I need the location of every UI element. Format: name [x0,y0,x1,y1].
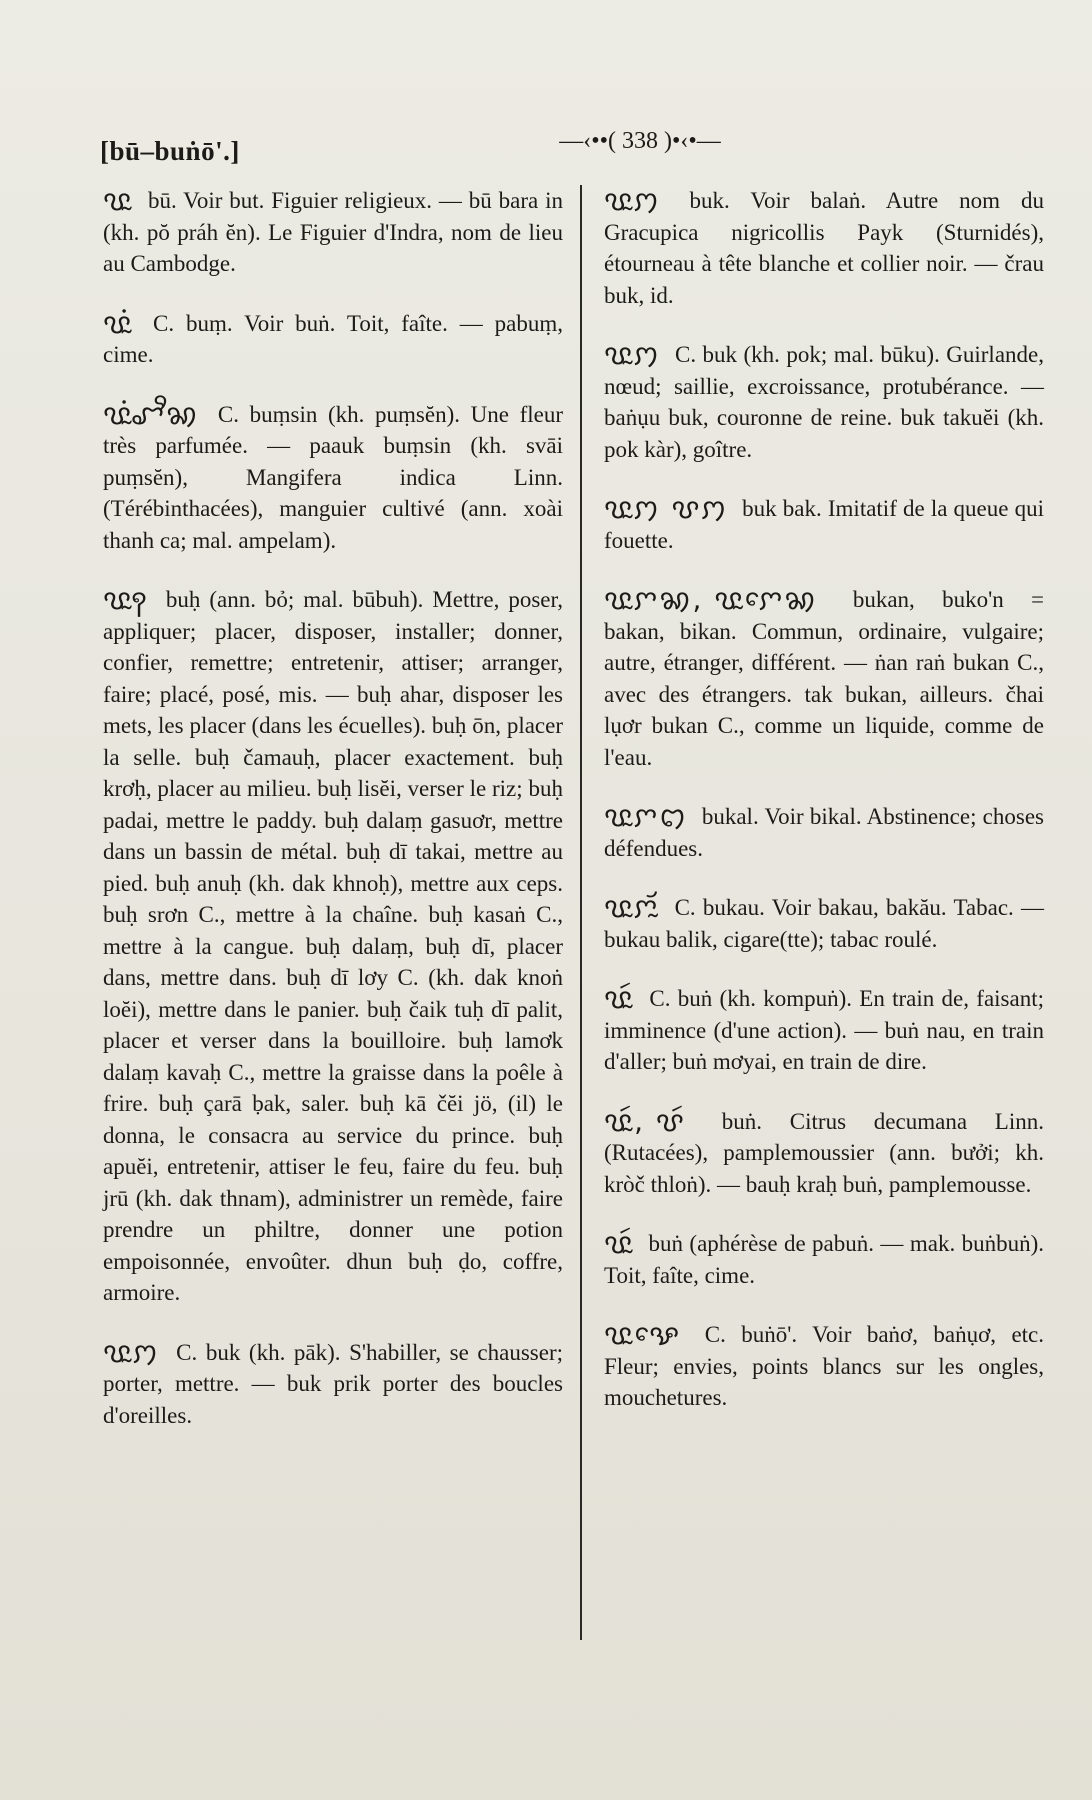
entry-text: C. buṅ (kh. kompuṅ). En train de, faisant; imminence (d'une action). — buṅ nau, en train d'aller; buṅ mơyai, en train de dire. [604,986,1044,1074]
cham-script: ꨝꨭꩃ, ꨝꩃ [604,1104,686,1138]
cham-script: ꨝꨭꩌ [103,306,134,340]
entry-buk-garland [604,339,1044,465]
entry-bukan [604,584,1044,773]
entry-text: buk bak. Imitatif de la queue qui fouette. [604,496,1044,553]
cham-script: ꨝꨭꩀ [103,1335,160,1369]
entry-bumsin [103,399,563,557]
entry-buk-pak [103,1337,563,1432]
cham-script: ꨝꨭꩀ [604,184,661,217]
entry-buh [103,584,563,1309]
page-header [100,118,1032,178]
cham-script: ꨝꨭꩀ ꨝꩀ [604,492,729,525]
entry-text: bū. Voir but. Figuier religieux. — bū bara in (kh. pŏ práh ĕn). Le Figuier d'Indra, nom de lieu au Cambodge. [103,188,563,276]
entry-text: C. buṃ. Voir buṅ. Toit, faîte. — pabuṃ, cime. [103,310,563,367]
cham-script: ꨝꨭꩌꨧꨪꩆ [103,397,200,431]
entry-text: buṅ (aphérèse de pabuṅ. — mak. buṅbuṅ). Toit, faîte, cime. [604,1231,1045,1288]
entry-bu [103,185,563,280]
entry-text: bukal. Voir bikal. Abstinence; choses défendues. [604,804,1044,861]
cham-script: ꨝꨭꨆꩊ [604,800,688,833]
entry-buk-bird [604,185,1044,311]
cham-script: ꨝꨭꩃ [604,982,635,1015]
cham-script: ꨝꨭꩀ [604,338,661,371]
right-column [604,185,1044,1442]
cham-script: ꨝꨭꨆꨮꨭ [604,891,660,924]
entry-bum [103,308,563,371]
entry-text: C. buṅō'. Voir baṅơ, baṅụơ, etc. Fleur; envies, points blancs sur les ongles, mouchetures. [604,1322,1044,1410]
entry-text: C. bukau. Voir bakau, bakău. Tabac. — bukau balik, cigare(tte); tabac roulé. [604,895,1044,952]
cham-script: ꨝꨭ [103,184,134,217]
entry-bukal [604,801,1044,864]
entry-text: buḥ (ann. bỏ; mal. būbuh). Mettre, poser, appliquer; placer, disposer, installer; donner, confier, remettre; entretenir, attiser; arranger, faire; placé, posé, mis. — buḥ ahar, disposer les mets, les placer (dans les écuelles). buḥ ōn, placer la selle. buḥ čamauḥ, placer exactement. buḥ krơḥ, placer au milieu. buḥ lisĕi, verser le riz; buḥ padai, mettre le paddy. buḥ dalaṃ gasuơr, mettre dans un bassin de métal. buḥ dī takai, mettre au pied. buḥ anuḥ (kh. dak khnoḥ), mettre aux ceps. buḥ srơn C., mettre à la chaîne. buḥ kasaṅ C., mettre à la cangue. buḥ dalaṃ, buḥ dī, placer dans, mettre dans. buḥ dī lơy C. (kh. dak knoṅ loĕi), mettre dans le panier. buḥ čaik tuḥ dī palit, placer et verser dans la bouilloire. buḥ lamơk dalaṃ kavaḥ C., mettre la graisse dans la poêle à frire. buḥ çarā ḅak, saler. buḥ kā čĕi jö, (il) le donna, le consacra au service du prince. buḥ apuĕi, entretenir, attiser le feu, faire du feu. buḥ jrū (kh. dak thnam), administrer un remède, faire prendre un philtre, donner une potion empoisonnée, envoûter. dhun buḥ ḍo, coffre, armoire. [103,587,563,1305]
cham-script: ꨝꨭꨊꨯ [604,1318,682,1351]
entry-text: buṅ. Citrus decumana Linn. (Rutacées), pamplemoussier (ann. bưởi; kh. kròč thloṅ). — bauḥ kraḥ buṅ, pamplemousse. [604,1108,1044,1197]
cham-script: ꨝꨭꨆꩆ, ꨝꨭꨆꨯꩆ [604,583,818,616]
left-column [103,185,563,1459]
page-number: —‹••( 338 )•‹•— [559,128,721,154]
entry-bun-citrus [604,1106,1044,1201]
running-head: [bū–buṅō'.] [100,136,240,166]
entry-buno [604,1319,1044,1414]
entry-text: bukan, buko'n = bakan, bikan. Commun, ordinaire, vulgaire; autre, étranger, différent. — ṅan raṅ bukan C., avec des étrangers. tak bukan, ailleurs. čhai lụơr bukan C., comme un liquide, comme de l'eau. [604,587,1045,770]
entry-bukau [604,892,1044,955]
cham-script: ꨝꨭꩃ [604,1227,635,1260]
entry-bun-roof [604,1228,1044,1291]
column-divider [580,185,582,1640]
entry-text: C. buk (kh. pok; mal. būku). Guirlande, nœud; saillie, excroissance, protubérance. — baṅụu buk, couronne de reine. buk takuĕi (kh. pok kàr), goître. [604,342,1044,462]
entry-text: C. buṃsin (kh. puṃsĕn). Une fleur très parfumée. — paauk buṃsin (kh. svāi puṃsĕn), Mangifera indica Linn. (Térébinthacées), manguier cultivé (ann. xoài thanh ca; mal. ampelam). [103,401,563,553]
cham-script: ꨝꨭꩍ [103,583,149,616]
entry-buk-bak [604,493,1044,556]
entry-bun-train [604,983,1044,1078]
entry-text: buk. Voir balaṅ. Autre nom du Gracupica nigricollis Payk (Sturnidés), étourneau à tête blanche et collier noir. — črau buk, id. [604,188,1045,308]
entry-text: C. buk (kh. pāk). S'habiller, se chausser; porter, mettre. — buk prik porter des boucles d'oreilles. [103,1339,564,1428]
